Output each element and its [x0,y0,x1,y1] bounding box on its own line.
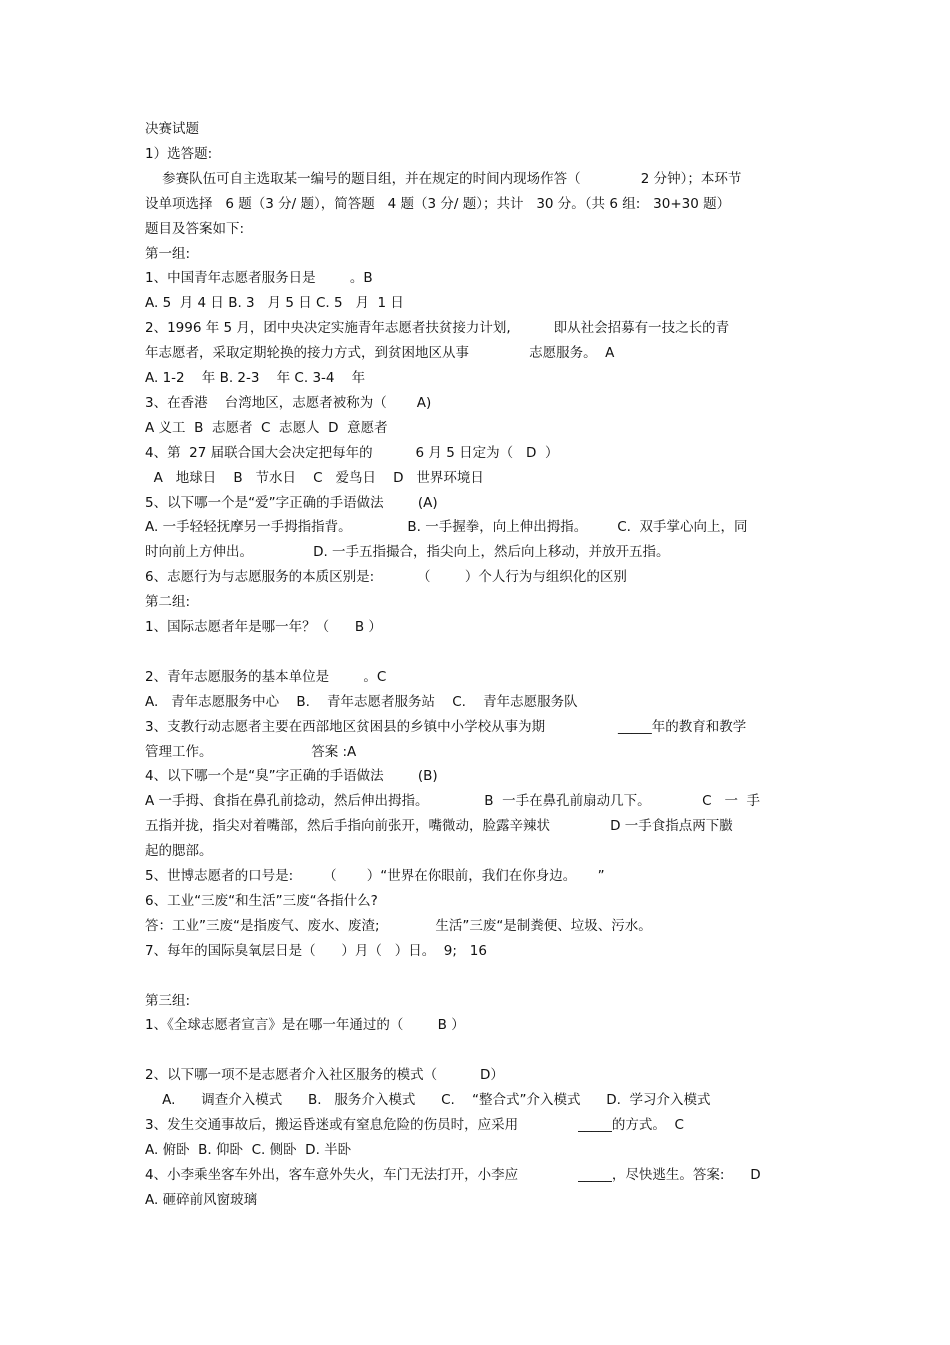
text-line: A. 调查介入模式 B. 服务介入模式 C. “整合式”介入模式 D. 学习介入模式 [145,1092,711,1109]
text-line: 2、1996 年 5 月，团中央决定实施青年志愿者扶贫接力计划, 即从社会招募有一技之长的青 [145,320,730,337]
text-line: A. 俯卧 B. 仰卧 C. 侧卧 D. 半卧 [145,1141,352,1158]
text-line: 1、国际志愿者年是哪一年？（ B ） [145,619,382,635]
text-line: 5、以下哪一个是“爱”字正确的手语做法 (A) [145,494,438,511]
text-line: 3、发生交通事故后，搬运昏迷或有窒息危险的伤员时，应采用 _____的方式。 C [145,1117,684,1133]
text-line: 2、青年志愿服务的基本单位是 。C [145,668,387,685]
text-line: 参赛队伍可自主选取某一编号的题目组，并在规定的时间内现场作答（ 2 分钟）；本环节 [145,170,742,187]
text-line: A. 一手轻轻抚摩另一手拇指指背。 B. 一手握拳，向上伸出拇指。 C. 双手掌心向上，同 [145,519,748,536]
text-line: 4、以下哪一个是“臭”字正确的手语做法 (B) [145,768,438,785]
text-line: A. 1-2 年 B. 2-3 年 C. 3-4 年 [145,370,366,386]
text-line: 时向前上方伸出。 D. 一手五指撮合，指尖向上，然后向上移动，并放开五指。 [145,544,670,561]
text-line: 6、志愿行为与志愿服务的本质区别是: （ ）个人行为与组织化的区别 [145,569,627,586]
text-line: 4、第 27 届联合国大会决定把每年的 6 月 5 日定为（ D ） [145,444,559,461]
text-line: 年志愿者，采取定期轮换的接力方式，到贫困地区从事 志愿服务。 A [145,345,615,362]
text-line: 第三组: [145,992,191,1009]
text-line: 5、世博志愿者的口号是: （ ）“世界在你眼前，我们在你身边。 ” [145,868,605,884]
text-line: 第二组: [145,594,191,611]
text-line: 五指并拢，指尖对着嘴部，然后手指向前张开，嘴微动，脸露辛辣状 D 一手食指点两下臌 [145,818,733,835]
text-line [145,1041,825,1059]
text-line: 7、每年的国际臭氧层日是（ ）月（ ）日。 9; 16 [145,942,487,959]
text-line: 1、《全球志愿者宣言》是在哪一年通过的（ B ） [145,1017,465,1034]
text-line: 题目及答案如下: [145,220,245,237]
text-line: 4、小李乘坐客车外出，客车意外失火，车门无法打开，小李应 _____，尽快逃生。答案: D [145,1166,761,1183]
text-line: A 地球日 B 节水日 C 爱鸟日 D 世界环境日 [145,469,484,486]
text-line: 6、工业“三废“和生活”三废“各指什么? [145,892,378,909]
text-line: A. 5 月 4 日 B. 3 月 5 日 C. 5 月 1 日 [145,295,404,312]
text-line: A 一手拇、食指在鼻孔前捻动，然后伸出拇指。 B 一手在鼻孔前扇动几下。 C 一 手 [145,793,761,810]
text-line [145,643,825,661]
text-line: A. 砸碎前风窗玻璃 [145,1191,258,1208]
text-line: 答：工业”三废“是指废气、废水、废渣; 生活”三废“是制粪便、垃圾、污水。 [145,917,652,934]
text-line: 1）选答题: [145,145,213,162]
text-line: 起的腮部。 [145,843,213,860]
text-line: 第一组: [145,245,191,262]
text-line: 管理工作。 答案 :A [145,743,357,760]
text-line: 1、中国青年志愿者服务日是 。B [145,270,373,287]
text-line [145,967,825,985]
text-line: 2、以下哪一项不是志愿者介入社区服务的模式（ D） [145,1067,504,1084]
text-line: 设单项选择 6 题（3 分/ 题），简答题 4 题（3 分/ 题）；共计 30 分。（共 6 组: 30+30 题） [145,195,731,212]
text-line: 3、支教行动志愿者主要在西部地区贫困县的乡镇中小学校从事为期 _____年的教育和教学 [145,718,747,735]
text-line: 3、在香港 台湾地区，志愿者被称为（ A) [145,394,432,411]
text-line: 决赛试题 [145,121,199,137]
text-line: A. 青年志愿服务中心 B. 青年志愿者服务站 C. 青年志愿服务队 [145,693,578,710]
text-line: A 义工 B 志愿者 C 志愿人 D 意愿者 [145,419,388,436]
